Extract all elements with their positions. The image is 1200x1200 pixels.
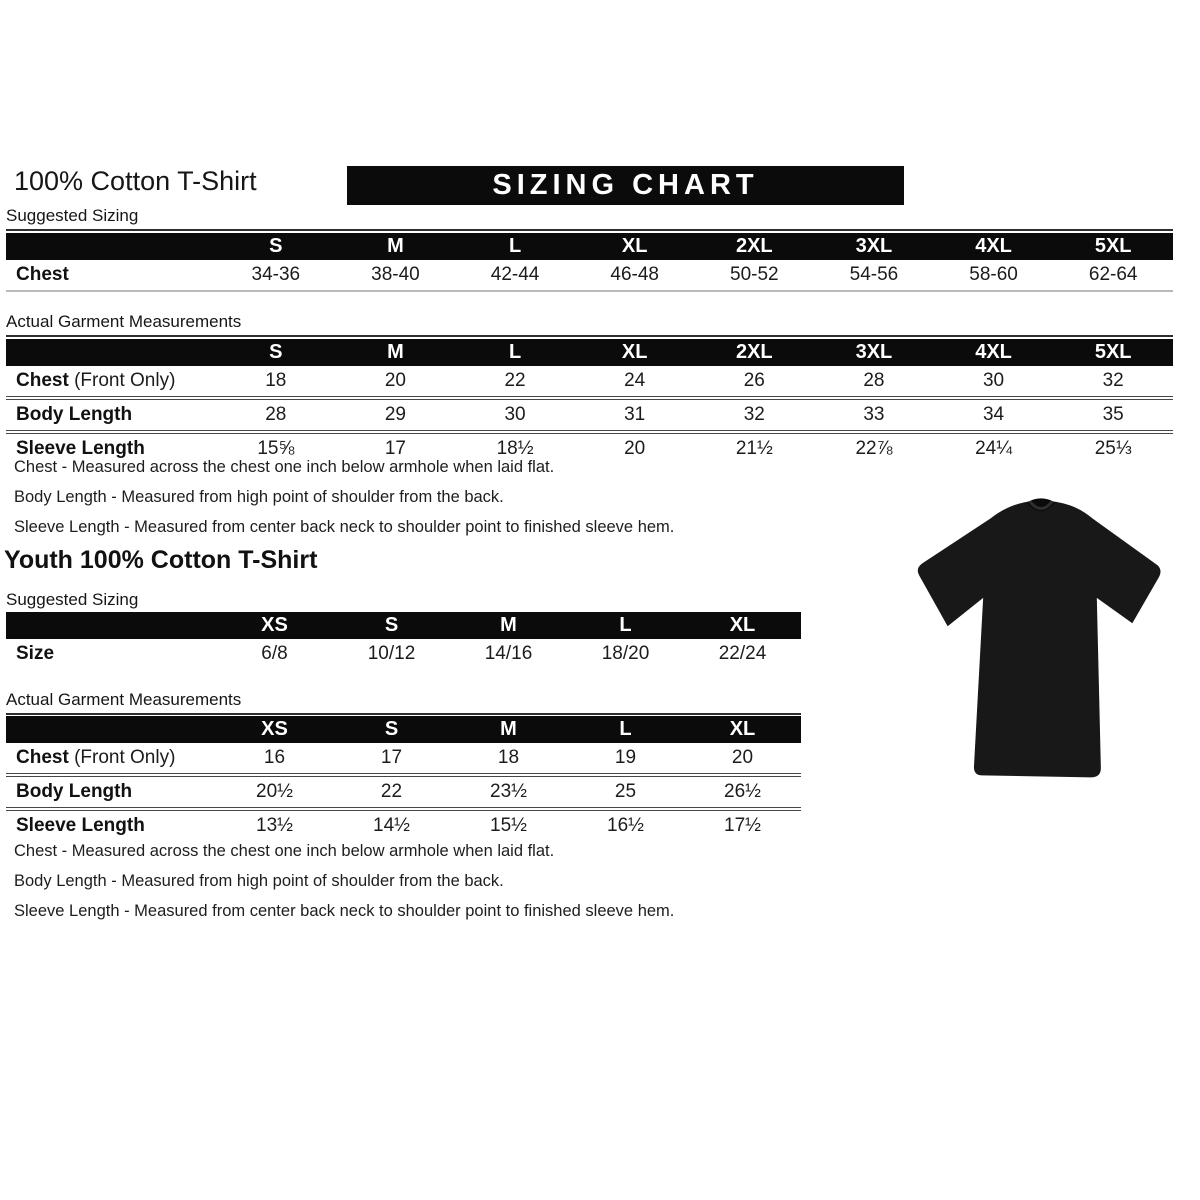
measurement-cell: 54-56 xyxy=(814,260,934,291)
measurement-cell: 31 xyxy=(575,398,695,432)
measurement-cell: 25⅓ xyxy=(1053,432,1173,464)
size-column-header: M xyxy=(450,716,567,743)
size-column-header: 3XL xyxy=(814,233,934,260)
size-column-header: 4XL xyxy=(934,339,1054,366)
table-row xyxy=(6,366,1173,398)
table-row xyxy=(6,775,801,809)
size-column-header: S xyxy=(216,339,336,366)
measurement-cell: 16½ xyxy=(567,809,684,841)
measurement-cell: 23½ xyxy=(450,775,567,809)
size-column-header: M xyxy=(450,612,567,639)
measurement-cell: 34 xyxy=(934,398,1054,432)
size-column-header: 5XL xyxy=(1053,339,1173,366)
measurement-cell: 6/8 xyxy=(261,643,288,664)
measurement-cell: 22/24 xyxy=(718,643,767,664)
table-row xyxy=(6,809,801,841)
note-body-length: Body Length - Measured from high point of shoulder from the back. xyxy=(14,488,504,506)
table-row xyxy=(6,398,1173,432)
measurement-cell: 15⅝ xyxy=(216,432,336,464)
row-label: Chest (Front Only) xyxy=(16,747,176,768)
corner-cell xyxy=(6,716,216,743)
measurement-cell: 22⅞ xyxy=(814,432,934,464)
adult-suggested-sizing-label: Suggested Sizing xyxy=(6,206,1173,231)
measurement-cell: 10/12 xyxy=(367,643,416,664)
measurement-cell: 38-40 xyxy=(336,260,456,291)
size-column-header: XS xyxy=(216,612,333,639)
measurement-cell: 24 xyxy=(624,370,646,391)
measurement-cell: 17 xyxy=(380,747,403,768)
size-column-header: XL xyxy=(684,716,801,743)
note-sleeve-length: Sleeve Length - Measured from center back neck to shoulder point to finished sleeve hem. xyxy=(14,902,675,920)
row-label: Chest (Front Only) xyxy=(16,370,176,391)
size-column-header: XS xyxy=(216,716,333,743)
note-body-length: Body Length - Measured from high point of shoulder from the back. xyxy=(14,872,504,890)
note-sleeve-length: Sleeve Length - Measured from center back neck to shoulder point to finished sleeve hem. xyxy=(14,518,675,536)
measurement-cell: 19 xyxy=(614,747,637,768)
youth-suggested-sizing-label: Suggested Sizing xyxy=(6,590,801,615)
row-label: Sleeve Length xyxy=(6,809,216,841)
measurement-cell: 18½ xyxy=(455,432,575,464)
corner-cell xyxy=(6,233,216,260)
measurement-cell: 26½ xyxy=(684,775,801,809)
measurement-cell: 30 xyxy=(455,398,575,432)
row-label: Chest xyxy=(6,260,216,291)
size-column-header: XL xyxy=(575,339,695,366)
youth-garment-measurements-label: Actual Garment Measurements xyxy=(6,690,801,715)
size-column-header: L xyxy=(567,716,684,743)
tshirt-body-shape xyxy=(918,501,1161,777)
measurement-cell: 35 xyxy=(1053,398,1173,432)
measurement-cell: 26 xyxy=(743,370,765,391)
table-row xyxy=(6,743,801,775)
measurement-cell: 25 xyxy=(567,775,684,809)
size-column-header: L xyxy=(455,233,575,260)
measurement-cell: 18 xyxy=(265,370,287,391)
size-column-header: S xyxy=(216,233,336,260)
measurement-cell: 32 xyxy=(695,398,815,432)
measurement-cell: 62-64 xyxy=(1053,260,1173,291)
row-label: Size xyxy=(16,643,55,664)
size-column-header: 2XL xyxy=(695,233,815,260)
measurement-cell: 20½ xyxy=(216,775,333,809)
measurement-cell: 20 xyxy=(731,747,754,768)
adult-garment-measurements-label: Actual Garment Measurements xyxy=(6,312,1173,337)
measurement-cell: 50-52 xyxy=(695,260,815,291)
size-column-header: 5XL xyxy=(1053,233,1173,260)
measurement-cell: 21½ xyxy=(695,432,815,464)
page-title: 100% Cotton T-Shirt xyxy=(14,166,257,196)
measurement-cell: 34-36 xyxy=(216,260,336,291)
adult-garment-measurements-table xyxy=(6,339,1173,464)
size-column-header: 3XL xyxy=(814,339,934,366)
size-column-header: L xyxy=(567,612,684,639)
measurement-cell: 22 xyxy=(504,370,526,391)
row-label: Body Length xyxy=(6,775,216,809)
measurement-cell: 16 xyxy=(263,747,286,768)
size-column-header: M xyxy=(336,233,456,260)
measurement-cell: 42-44 xyxy=(455,260,575,291)
corner-cell xyxy=(6,339,216,366)
row-label: Body Length xyxy=(6,398,216,432)
measurement-cell: 32 xyxy=(1102,370,1124,391)
measurement-cell: 28 xyxy=(863,370,885,391)
corner-cell xyxy=(6,612,216,639)
measurement-cell: 17½ xyxy=(684,809,801,841)
size-column-header: M xyxy=(336,339,456,366)
measurement-cell: 20 xyxy=(384,370,406,391)
size-column-header: L xyxy=(455,339,575,366)
table-row xyxy=(6,260,1173,291)
youth-suggested-sizing-table xyxy=(6,612,801,669)
banner-text: SIZING CHART xyxy=(492,169,759,201)
note-chest: Chest - Measured across the chest one inch below armhole when laid flat. xyxy=(14,458,555,476)
measurement-cell: 30 xyxy=(982,370,1005,391)
measurement-cell: 18/20 xyxy=(601,643,650,664)
note-chest: Chest - Measured across the chest one inch below armhole when laid flat. xyxy=(14,842,555,860)
youth-measurement-notes xyxy=(14,842,674,932)
measurement-cell: 15½ xyxy=(450,809,567,841)
measurement-cell: 14½ xyxy=(333,809,450,841)
black-tshirt-image xyxy=(886,472,1196,817)
row-label: Sleeve Length xyxy=(6,432,216,464)
youth-section-title: Youth 100% Cotton T-Shirt xyxy=(4,546,318,574)
measurement-cell: 29 xyxy=(336,398,456,432)
size-column-header: XL xyxy=(684,612,801,639)
measurement-cell: 58-60 xyxy=(934,260,1054,291)
adult-measurement-notes xyxy=(14,458,674,548)
measurement-cell: 20 xyxy=(575,432,695,464)
sizing-chart-banner xyxy=(347,166,904,205)
size-column-header: XL xyxy=(575,233,695,260)
measurement-cell: 13½ xyxy=(216,809,333,841)
table-row xyxy=(6,639,801,669)
youth-garment-measurements-table xyxy=(6,716,801,841)
measurement-cell: 17 xyxy=(336,432,456,464)
measurement-cell: 22 xyxy=(333,775,450,809)
size-column-header: 2XL xyxy=(695,339,815,366)
size-column-header: S xyxy=(333,716,450,743)
measurement-cell: 46-48 xyxy=(575,260,695,291)
measurement-cell: 18 xyxy=(497,747,520,768)
size-column-header: 4XL xyxy=(934,233,1054,260)
adult-suggested-sizing-table xyxy=(6,233,1173,292)
size-column-header: S xyxy=(333,612,450,639)
measurement-cell: 24¼ xyxy=(934,432,1054,464)
measurement-cell: 28 xyxy=(216,398,336,432)
measurement-cell: 14/16 xyxy=(484,643,533,664)
measurement-cell: 33 xyxy=(814,398,934,432)
